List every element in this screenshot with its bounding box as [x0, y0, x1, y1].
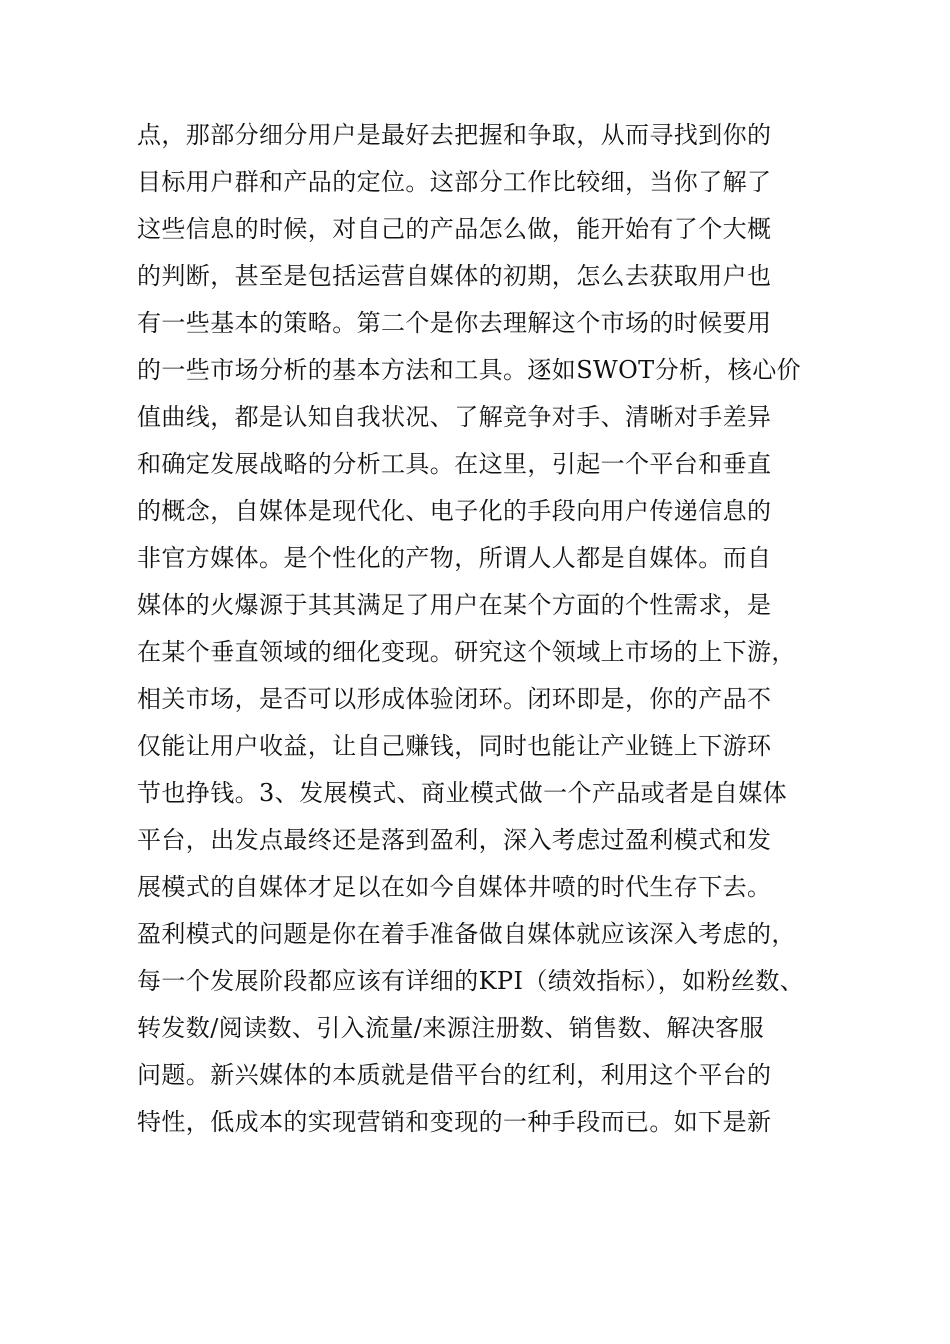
- text-line: 节也挣钱。3、发展模式、商业模式做一个产品或者是自媒体: [137, 779, 788, 807]
- text-line: 目标用户群和产品的定位。这部分工作比较细，当你了解了: [137, 168, 772, 196]
- text-line: 的判断，甚至是包括运营自媒体的初期，怎么去获取用户也: [137, 262, 772, 290]
- text-line: 媒体的火爆源于其其满足了用户在某个方面的个性需求，是: [137, 591, 772, 619]
- text-line: 点，那部分细分用户是最好去把握和争取，从而寻找到你的: [137, 121, 772, 149]
- text-line: 的一些市场分析的基本方法和工具。逐如SWOT分析，核心价: [137, 356, 801, 384]
- text-line: 仅能让用户收益，让自己赚钱，同时也能让产业链上下游环: [137, 732, 772, 760]
- text-line: 有一些基本的策略。第二个是你去理解这个市场的时候要用: [137, 309, 772, 337]
- text-line: 每一个发展阶段都应该有详细的KPI（绩效指标），如粉丝数、: [137, 967, 805, 995]
- text-line: 特性，低成本的实现营销和变现的一种手段而已。如下是新: [137, 1108, 772, 1136]
- text-line: 值曲线，都是认知自我状况、了解竞争对手、清晰对手差异: [137, 403, 772, 431]
- text-line: 盈利模式的问题是你在着手准备做自媒体就应该深入考虑的，: [137, 920, 796, 948]
- text-line: 问题。新兴媒体的本质就是借平台的红利，利用这个平台的: [137, 1061, 772, 1089]
- body-text: [137, 112, 857, 1146]
- text-line: 平台，出发点最终还是落到盈利，深入考虑过盈利模式和发: [137, 826, 772, 854]
- text-line: 在某个垂直领域的细化变现。研究这个领域上市场的上下游，: [137, 638, 796, 666]
- text-line: 的概念，自媒体是现代化、电子化的手段向用户传递信息的: [137, 497, 772, 525]
- text-line: 非官方媒体。是个性化的产物，所谓人人都是自媒体。而自: [137, 544, 772, 572]
- text-line: 和确定发展战略的分析工具。在这里，引起一个平台和垂直: [137, 450, 772, 478]
- text-line: 转发数/阅读数、引入流量/来源注册数、销售数、解决客服: [137, 1014, 764, 1042]
- text-line: 这些信息的时候，对自己的产品怎么做，能开始有了个大概: [137, 215, 772, 243]
- text-line: 相关市场，是否可以形成体验闭环。闭环即是，你的产品不: [137, 685, 772, 713]
- text-line: 展模式的自媒体才足以在如今自媒体井喷的时代生存下去。: [137, 873, 772, 901]
